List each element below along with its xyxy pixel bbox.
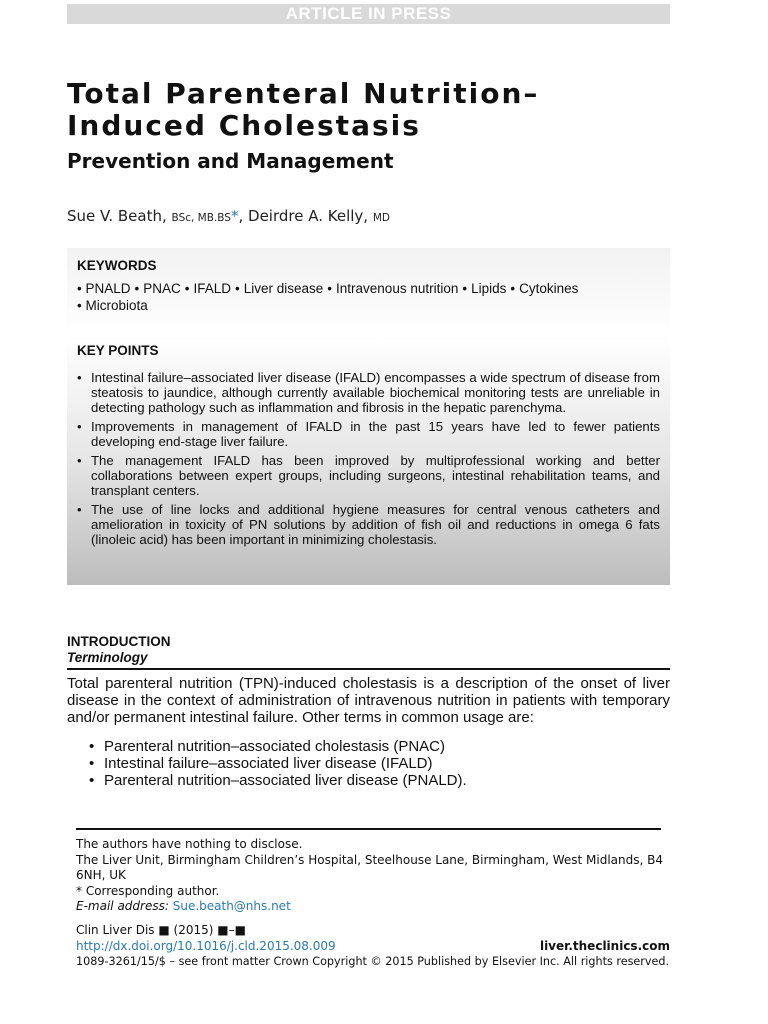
keyword-bullet: • bbox=[77, 281, 82, 296]
key-point-text: The management IFALD has been improved by multiprofessional working and better collaborations between expert groups, including surgeons, intestinal rehabilitation teams, and transplant centers. bbox=[91, 453, 660, 498]
citation-block bbox=[76, 922, 670, 970]
section-divider bbox=[67, 668, 670, 670]
corresponding-author-mark[interactable]: * bbox=[230, 207, 239, 225]
key-point-bullet: • bbox=[77, 502, 82, 517]
keyword-bullet: • bbox=[327, 281, 333, 296]
author-degrees: MD bbox=[372, 212, 391, 224]
affiliation-note: The Liver Unit, Birmingham Children’s Hospital, Steelhouse Lane, Birmingham, West Midlands, B4 6NH, UK bbox=[76, 852, 664, 882]
author-name: Sue V. Beath, bbox=[67, 207, 167, 225]
keyword-bullet: • bbox=[77, 298, 82, 313]
key-point-text: Improvements in management of IFALD in the past 15 years have led to fewer patients developing end-stage liver failure. bbox=[91, 419, 660, 449]
keyword-bullet: • bbox=[184, 281, 190, 296]
email-line bbox=[76, 899, 670, 915]
term-item bbox=[89, 755, 670, 772]
journal-citation: Clin Liver Dis ■ (2015) ■–■ bbox=[76, 923, 246, 937]
article-title bbox=[67, 78, 670, 142]
keyword-bullet: • bbox=[134, 281, 140, 296]
keyword-bullet: • bbox=[510, 281, 516, 296]
key-point-bullet: • bbox=[77, 370, 82, 385]
terminology-subheading: Terminology bbox=[67, 650, 148, 665]
author-line bbox=[67, 205, 670, 229]
key-point bbox=[77, 502, 660, 547]
keyword: Microbiota bbox=[85, 298, 148, 313]
keyword: PNALD bbox=[85, 281, 131, 296]
key-point-text: The use of line locks and additional hygiene measures for central venous catheters and amelioration in toxicity of PN solutions by addition of fish oil and reductions in omega 6 fats (linoleic acid) has been important in minimizing cholestasis. bbox=[91, 502, 660, 547]
term-bullet: • bbox=[89, 772, 95, 789]
title-line: Total Parenteral Nutrition– bbox=[67, 77, 540, 110]
terms-list bbox=[67, 738, 670, 789]
key-points-list bbox=[77, 370, 660, 547]
keyword: Cytokines bbox=[519, 281, 579, 296]
term-bullet: • bbox=[89, 755, 95, 772]
keyword-bullet: • bbox=[235, 281, 240, 296]
keyword: Liver disease bbox=[243, 281, 324, 296]
term-item bbox=[89, 738, 670, 755]
key-point-text: Intestinal failure–associated liver disease (IFALD) encompasses a wide spectrum of disease from steatosis to jaundice, although currently available biochemical monitoring tests are unreliable in detecting pathology such as inflammation and fibrosis in the hepatic parenchyma. bbox=[91, 370, 660, 415]
disclosure-note: The authors have nothing to disclose. bbox=[76, 837, 303, 851]
keyword: IFALD bbox=[193, 281, 232, 296]
keywords-keypoints-box bbox=[67, 248, 670, 585]
doi-link[interactable]: http://dx.doi.org/10.1016/j.cld.2015.08.009 bbox=[76, 939, 336, 953]
introduction-paragraph: Total parenteral nutrition (TPN)-induced cholestasis is a description of the onset of liver disease in the context of administration of intravenous nutrition in patients with temporary and/or permanent intestinal failure. Other terms in common usage are: bbox=[67, 675, 670, 726]
journal-site: liver.theclinics.com bbox=[539, 939, 670, 953]
introduction-section bbox=[67, 634, 670, 789]
keyword-bullet: • bbox=[462, 281, 468, 296]
key-point-bullet: • bbox=[77, 453, 82, 468]
term-item bbox=[89, 772, 670, 789]
term-text: Intestinal failure–associated liver disease (IFALD) bbox=[104, 755, 433, 772]
author-name: Deirdre A. Kelly, bbox=[248, 207, 369, 225]
email-link[interactable]: Sue.beath@nhs.net bbox=[172, 899, 291, 913]
term-text: Parenteral nutrition–associated liver disease (PNALD). bbox=[104, 772, 467, 789]
citation-row bbox=[76, 938, 670, 954]
keyword: PNAC bbox=[143, 281, 181, 296]
footnotes bbox=[76, 837, 670, 915]
keyword: Lipids bbox=[471, 281, 507, 296]
keywords-list bbox=[77, 280, 660, 314]
footnote-divider bbox=[76, 828, 661, 830]
keywords-heading: KEYWORDS bbox=[77, 258, 157, 273]
article-in-press-banner: ARTICLE IN PRESS bbox=[67, 4, 670, 24]
term-text: Parenteral nutrition–associated cholestasis (PNAC) bbox=[104, 738, 445, 755]
title-line: Induced Cholestasis bbox=[67, 109, 421, 142]
keyword: Intravenous nutrition bbox=[336, 281, 459, 296]
term-bullet: • bbox=[89, 738, 95, 755]
key-point-bullet: • bbox=[77, 419, 82, 434]
copyright-line: 1089-3261/15/$ – see front matter Crown Copyright © 2015 Published by Elsevier Inc. All rights reserved. bbox=[76, 955, 670, 968]
email-label: E-mail address: bbox=[76, 899, 169, 913]
key-point bbox=[77, 370, 660, 415]
key-point bbox=[77, 419, 660, 449]
key-points-heading: KEY POINTS bbox=[77, 343, 159, 358]
corresponding-note: * Corresponding author. bbox=[76, 883, 220, 898]
key-point bbox=[77, 453, 660, 498]
author-degrees: BSc, MB.BS bbox=[171, 212, 231, 224]
article-subtitle: Prevention and Management bbox=[67, 149, 394, 173]
introduction-heading: INTRODUCTION bbox=[67, 634, 171, 649]
author-separator: , bbox=[238, 207, 244, 225]
